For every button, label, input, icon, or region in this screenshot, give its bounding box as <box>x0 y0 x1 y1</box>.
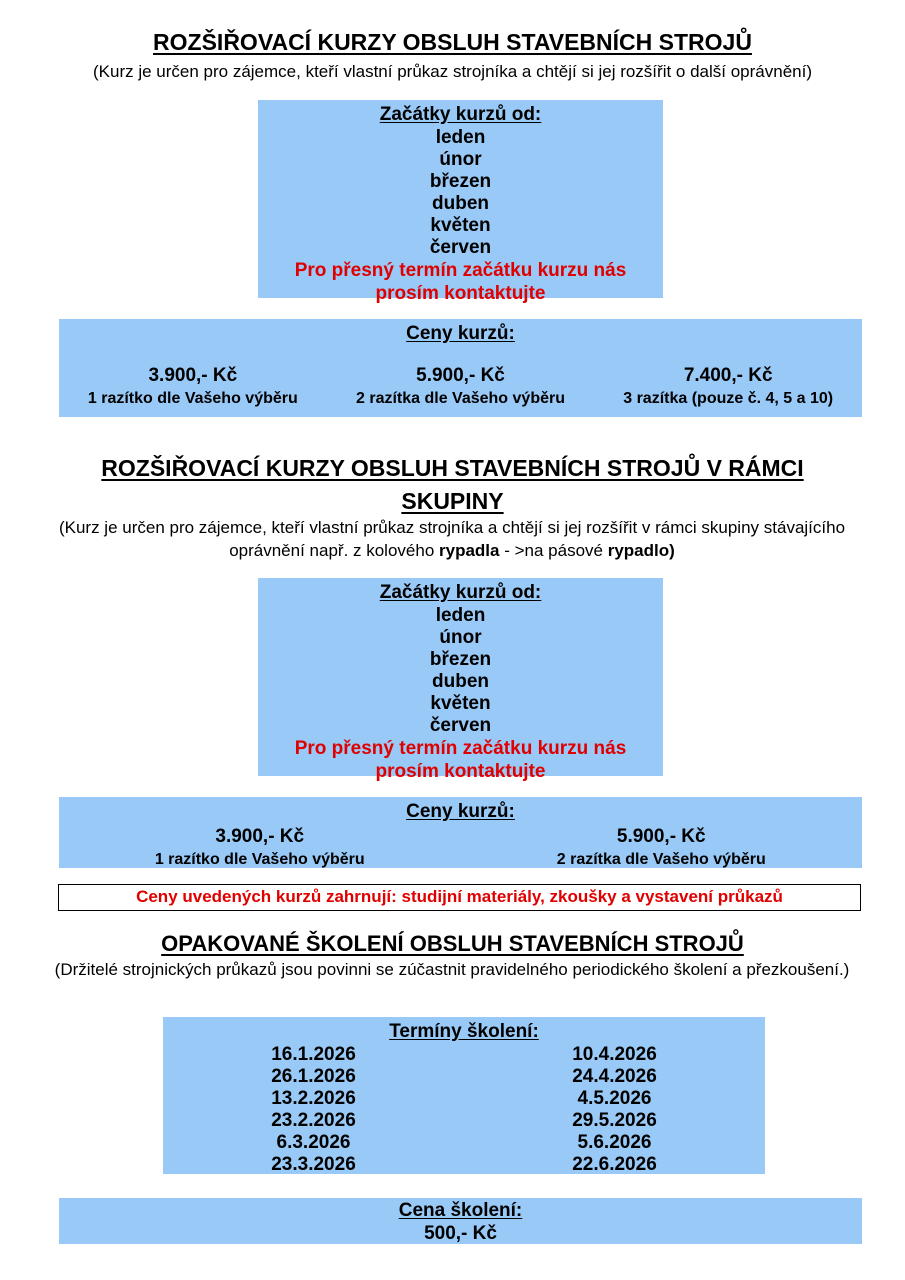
section3-title: OPAKOVANÉ ŠKOLENÍ OBSLUH STAVEBNÍCH STROJŮ <box>161 931 744 956</box>
price-row <box>59 363 862 410</box>
training-date: 16.1.2026 <box>271 1044 356 1065</box>
contact-note-line1: Pro přesný termín začátku kurzu nás <box>294 738 627 759</box>
contact-note-line1: Pro přesný termín začátku kurzu nás <box>294 260 627 281</box>
course-starts-box-2 <box>258 578 663 782</box>
section2-subtitle-bold: rypadlo) <box>607 541 675 560</box>
section2-subtitle-text: - >na pásové <box>499 541 608 560</box>
price-includes-text: Ceny uvedených kurzů zahrnují: studijní materiály, zkoušky a vystavení průkazů <box>136 887 783 906</box>
month-item: duben <box>432 193 489 214</box>
price-option <box>327 363 595 410</box>
course-prices-box-1 <box>59 319 862 417</box>
month-item: květen <box>430 693 491 714</box>
price-description: 1 razítko dle Vašeho výběru <box>154 851 365 868</box>
date-row <box>163 1066 765 1088</box>
section3-subtitle: (Držitelé strojnických průkazů jsou povinni se zúčastnit pravidelného periodického školení a přezkoušení.) <box>54 960 850 979</box>
training-price-value: 500,- Kč <box>424 1223 497 1244</box>
price-amount: 7.400,- Kč <box>683 365 773 386</box>
training-dates-box <box>163 1017 765 1174</box>
price-description: 1 razítko dle Vašeho výběru <box>87 390 298 407</box>
date-row <box>163 1154 765 1176</box>
month-item: leden <box>435 605 486 626</box>
training-date: 29.5.2026 <box>572 1110 657 1131</box>
date-row <box>163 1088 765 1110</box>
month-item: březen <box>429 171 492 192</box>
month-item: únor <box>439 149 482 170</box>
price-option <box>594 363 862 410</box>
spacer <box>59 346 862 363</box>
month-item: květen <box>430 215 491 236</box>
training-date: 6.3.2026 <box>276 1132 351 1153</box>
price-amount: 3.900,- Kč <box>215 826 305 847</box>
course-starts-heading: Začátky kurzů od: <box>379 582 542 603</box>
training-date: 5.6.2026 <box>577 1132 652 1153</box>
price-option <box>461 824 863 871</box>
price-amount: 3.900,- Kč <box>148 365 238 386</box>
training-date: 24.4.2026 <box>572 1066 657 1087</box>
date-row <box>163 1132 765 1154</box>
course-starts-box-1 <box>258 100 663 304</box>
training-dates-grid <box>163 1044 765 1176</box>
training-date: 23.2.2026 <box>271 1110 356 1131</box>
price-description: 2 razítka dle Vašeho výběru <box>556 851 766 868</box>
training-date: 23.3.2026 <box>271 1154 356 1175</box>
month-item: duben <box>432 671 489 692</box>
section2-title-line1: ROZŠIŘOVACÍ KURZY OBSLUH STAVEBNÍCH STROJŮ V RÁMCI <box>101 455 804 481</box>
price-description: 3 razítka (pouze č. 4, 5 a 10) <box>623 390 834 407</box>
month-item: červen <box>429 715 492 736</box>
price-amount: 5.900,- Kč <box>616 826 706 847</box>
training-price-box <box>59 1198 862 1244</box>
training-price-heading: Cena školení: <box>398 1200 523 1221</box>
price-includes-banner <box>58 884 861 911</box>
training-date: 4.5.2026 <box>577 1088 652 1109</box>
training-date: 22.6.2026 <box>572 1154 657 1175</box>
price-amount: 5.900,- Kč <box>416 365 505 386</box>
contact-note-line2: prosím kontaktujte <box>375 761 546 782</box>
date-row <box>163 1044 765 1066</box>
date-row <box>163 1110 765 1132</box>
month-item: leden <box>435 127 486 148</box>
course-prices-box-2 <box>59 797 862 868</box>
section2-title-line2: SKUPINY <box>401 488 504 514</box>
section2-subtitle-text: (Kurz je určen pro zájemce, kteří vlastní průkaz strojníka a chtějí si jej rozšířit v rámci skupiny stávajícího oprávnění např. z kolového <box>58 518 846 560</box>
course-starts-heading: Začátky kurzů od: <box>379 104 542 125</box>
section2-subtitle <box>42 516 862 562</box>
price-description: 2 razítka dle Vašeho výběru <box>356 390 565 407</box>
course-prices-heading: Ceny kurzů: <box>406 323 515 344</box>
section1-subtitle: (Kurz je určen pro zájemce, kteří vlastní průkaz strojníka a chtějí si jej rozšířit o další oprávnění) <box>92 62 812 81</box>
price-option <box>59 824 461 871</box>
month-item: březen <box>429 649 492 670</box>
price-row <box>59 824 862 871</box>
course-prices-heading: Ceny kurzů: <box>406 801 515 822</box>
contact-note-line2: prosím kontaktujte <box>375 283 546 304</box>
section2-subtitle-bold: rypadla <box>439 541 500 560</box>
training-date: 26.1.2026 <box>271 1066 356 1087</box>
training-date: 13.2.2026 <box>271 1088 356 1109</box>
training-date: 10.4.2026 <box>572 1044 657 1065</box>
training-dates-heading: Termíny školení: <box>389 1021 539 1042</box>
section1-title: ROZŠIŘOVACÍ KURZY OBSLUH STAVEBNÍCH STROJŮ <box>153 29 752 55</box>
price-option <box>59 363 327 410</box>
month-item: únor <box>439 627 482 648</box>
month-item: červen <box>429 237 492 258</box>
